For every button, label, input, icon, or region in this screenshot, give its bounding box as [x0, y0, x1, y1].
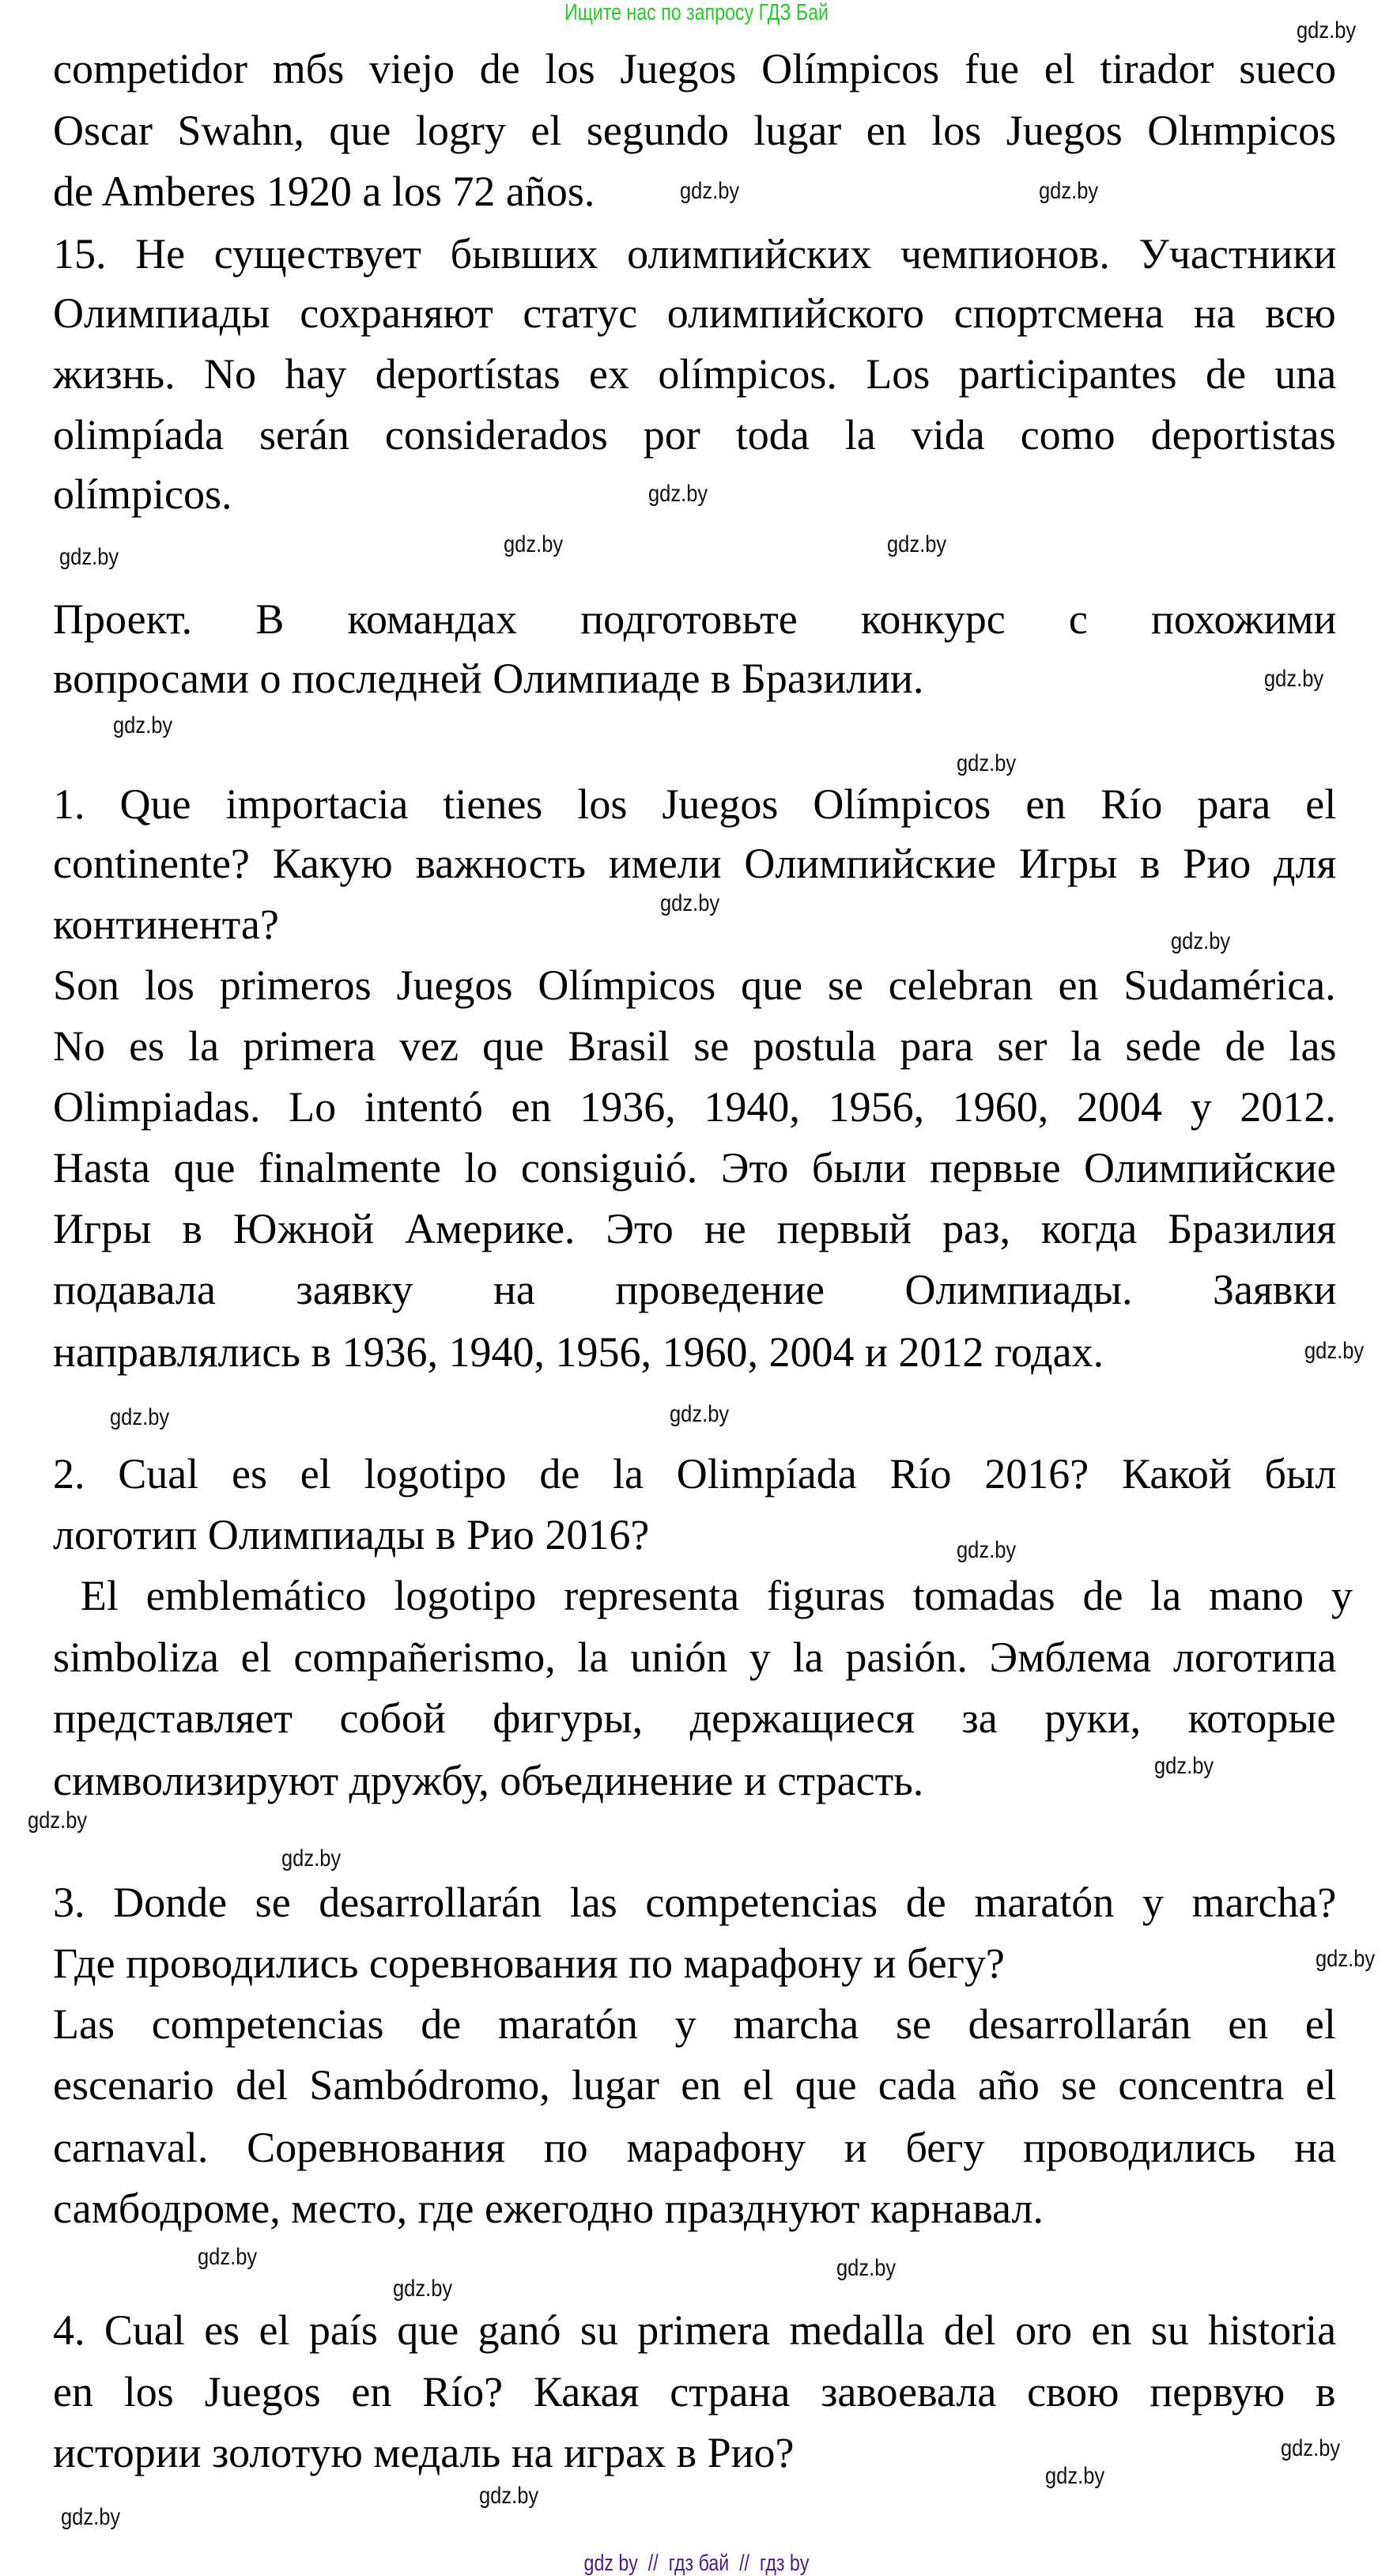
watermark: gdz.by: [1304, 1338, 1365, 1364]
watermark: gdz.by: [660, 890, 720, 916]
watermark: gdz.by: [957, 1537, 1017, 1563]
text-line: Олимпиады сохраняют статус олимпийского спортсмена на всю: [53, 289, 1336, 337]
text-line: логотип Олимпиады в Рио 2016?: [53, 1511, 650, 1558]
text-line: 3. Donde se desarrollarán las competencias de maratón y marcha?: [53, 1879, 1337, 1926]
watermark: gdz.by: [1316, 1946, 1376, 1972]
text-line: No es la primera vez que Brasil se postula para ser la sede de las: [53, 1022, 1337, 1070]
footer-links[interactable]: gdz by // гдз бай // гдз by: [583, 2551, 810, 2576]
watermark: gdz.by: [1264, 666, 1324, 692]
text-line: escenario del Sambódromo, lugar en el que cada año se concentra el: [53, 2061, 1337, 2109]
watermark: gdz.by: [670, 1401, 730, 1427]
watermark: gdz.by: [887, 531, 947, 557]
watermark: gdz.by: [680, 178, 740, 204]
watermark: gdz.by: [836, 2255, 897, 2281]
text-line: представляет собой фигуры, держащиеся за руки, которые: [53, 1694, 1336, 1742]
watermark: gdz.by: [61, 2504, 121, 2530]
text-line: Проект. В командах подготовьте конкурс с похожими: [53, 595, 1337, 643]
text-line: Las competencias de maratón y marcha se desarrollarán en el: [53, 2000, 1336, 2048]
watermark: gdz.by: [393, 2276, 453, 2302]
text-line: en los Juegos en Río? Какая страна завоевала свою первую в: [53, 2368, 1336, 2415]
search-banner: Ищите нас по запросу ГДЗ Бай: [564, 0, 829, 25]
text-line: olímpicos.: [53, 470, 232, 518]
text-line: самбодроме, место, где ежегодно празднуют карнавал.: [53, 2185, 1044, 2232]
text-line: Игры в Южной Америке. Это не первый раз, когда Бразилия: [53, 1205, 1337, 1252]
text-line: подавала заявку на проведение Олимпиады. Заявки: [53, 1266, 1337, 1313]
text-line: simboliza el compañerismo, la unión y la pasión. Эмблема логотипа: [53, 1634, 1337, 1681]
text-line: направлялись в 1936, 1940, 1956, 1960, 2004 и 2012 годах.: [53, 1328, 1104, 1376]
watermark: gdz.by: [1171, 928, 1231, 954]
watermark: gdz.by: [113, 712, 173, 738]
text-line: El emblemático logotipo representa figuras tomadas de la mano y: [53, 1572, 1353, 1619]
watermark: gdz.by: [479, 2483, 539, 2509]
text-line: континента?: [53, 901, 279, 948]
watermark: gdz.by: [28, 1807, 88, 1834]
text-line: 4. Cual es el país que ganó su primera medalla del oro en su historia: [53, 2306, 1337, 2354]
watermark: gdz.by: [504, 531, 564, 557]
text-line: вопросами о последней Олимпиаде в Бразилии.: [53, 655, 924, 702]
watermark: gdz.by: [1297, 17, 1357, 43]
watermark: gdz.by: [1281, 2435, 1341, 2461]
text-line: 15. Не существует бывших олимпийских чемпионов. Участники: [53, 230, 1337, 278]
watermark: gdz.by: [59, 544, 119, 570]
text-line: жизнь. No hay deportístas ex olímpicos. Los participantes de una: [53, 350, 1337, 398]
text-line: olimpíada serán considerados por toda la vida como deportistas: [53, 411, 1336, 459]
text-line: carnaval. Соревнования по марафону и бегу проводились на: [53, 2124, 1337, 2171]
watermark: gdz.by: [1039, 178, 1099, 204]
watermark: gdz.by: [957, 750, 1017, 776]
text-line: символизируют дружбу, объединение и страсть.: [53, 1757, 924, 1804]
text-line: continente? Какую важность имели Олимпийские Игры в Рио для: [53, 840, 1337, 887]
watermark: gdz.by: [1154, 1753, 1214, 1779]
text-line: истории золотую медаль на играх в Рио?: [53, 2429, 795, 2476]
watermark: gdz.by: [281, 1845, 342, 1872]
watermark: gdz.by: [1045, 2463, 1105, 2489]
text-line: Olimpiadas. Lo intentó en 1936, 1940, 1956, 1960, 2004 y 2012.: [53, 1083, 1336, 1131]
watermark: gdz.by: [648, 481, 708, 507]
text-line: de Amberes 1920 a los 72 años.: [53, 168, 595, 215]
text-line: Где проводились соревнования по марафону и бегу?: [53, 1940, 1005, 1987]
text-line: competidor mбs viejo de los Juegos Olímpicos fue el tirador sueco: [53, 45, 1337, 93]
watermark: gdz.by: [198, 2244, 258, 2270]
watermark: gdz.by: [110, 1404, 170, 1430]
text-line: Hasta que finalmente lo consiguió. Это были первые Олимпийские: [53, 1144, 1336, 1192]
text-line: Son los primeros Juegos Olímpicos que se celebran en Sudamérica.: [53, 961, 1336, 1009]
text-line: 1. Que importacia tienes los Juegos Olímpicos en Río para el: [53, 780, 1337, 828]
text-line: Oscar Swahn, que logry el segundo lugar en los Juegos Olнmpicos: [53, 107, 1337, 154]
text-line: 2. Cual es el logotipo de la Olimpíada Río 2016? Какой был: [53, 1450, 1337, 1498]
